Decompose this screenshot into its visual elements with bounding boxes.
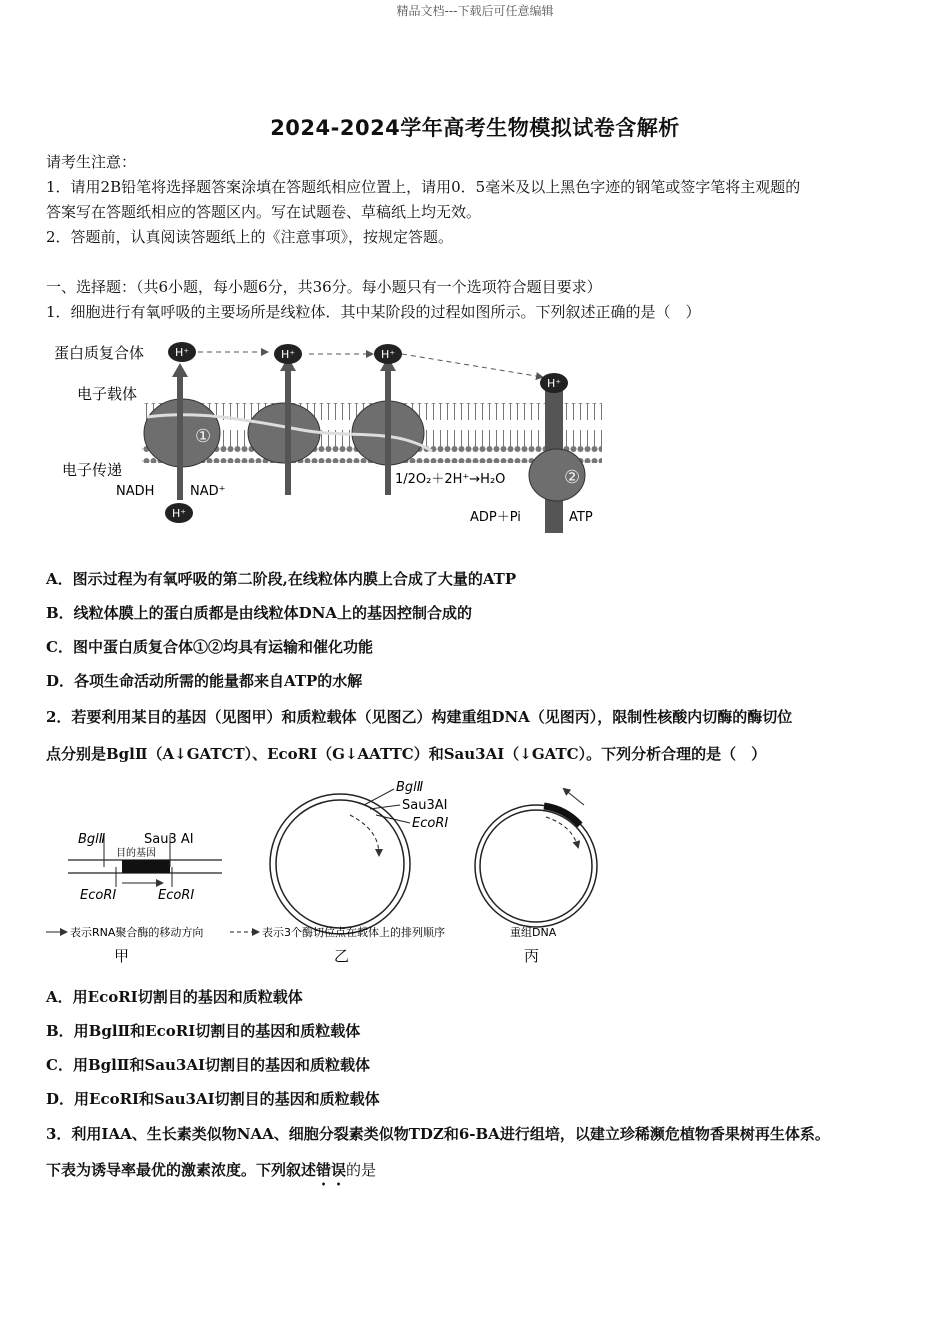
q2-option-a: A．用EcoRⅠ切割目的基因和质粒载体 [46, 988, 303, 1006]
q3-emphasis: 错误 [316, 1161, 347, 1179]
water-reaction: 1/2O₂＋2H⁺→H₂O [395, 472, 506, 487]
fig-bing: 丙 [524, 947, 540, 965]
recombinant-label: 重组DNA [510, 926, 557, 939]
carrier-label: 电子载体 [77, 385, 138, 403]
q3-stem-2a: 下表为诱导率最优的激素浓度。下列叙述 [46, 1161, 317, 1179]
q2-option-c: C．用BglⅡ和Sau3AⅠ切割目的基因和质粒载体 [46, 1056, 370, 1074]
eco-label-right: EcoRⅠ [158, 888, 195, 903]
h-label: H⁺ [174, 346, 190, 359]
q1-option-d: D．各项生命活动所需的能量都来自ATP的水解 [46, 672, 363, 690]
complex-1-label: ① [195, 426, 212, 447]
sau-label: Sau3 AⅠ [144, 832, 194, 847]
q1-option-a: A．图示过程为有氧呼吸的第二阶段,在线粒体内膜上合成了大量的ATP [46, 570, 517, 588]
h-label: H⁺ [280, 348, 296, 361]
q1-option-b: B．线粒体膜上的蛋白质都是由线粒体DNA上的基因控制合成的 [46, 604, 473, 622]
q3-stem-1: 3．利用IAA、生长素类似物NAA、细胞分裂素类似物TDZ和6-BA进行组培，以建立珍稀濒危植物香果树再生体系。 [46, 1125, 830, 1143]
q2-stem-2: 点分别是BglⅡ（A↓GATCT）、EcoRⅠ（G↓AATTC）和Sau3AⅠ（↓GATC）。下列分析合理的是（ ） [46, 745, 767, 763]
notice-heading: 请考生注意： [46, 153, 137, 171]
q2-figure [44, 775, 624, 970]
sau-label-plasmid: Sau3AⅠ [402, 798, 448, 813]
h-label: H⁺ [546, 377, 562, 390]
q3-stem-2 [46, 1160, 376, 1189]
notice-item-1b: 答案写在答题纸相应的答题区内。写在试题卷、草稿纸上均无效。 [46, 203, 482, 221]
adp-label: ADP＋Pi [470, 510, 521, 525]
legend-order: 表示3个酶切位点在载体上的排列顺序 [262, 926, 445, 939]
notice-item-2: 2．答题前，认真阅读答题纸上的《注意事项》，按规定答题。 [46, 228, 454, 246]
nad-label: NAD⁺ [190, 484, 226, 499]
transfer-label: 电子传递 [62, 461, 123, 479]
notice-item-1a: 1．请用2B铅笔将选择题答案涂填在答题纸相应位置上，请用0．5毫米及以上黑色字迹的钢笔或签字笔将主观题的 [46, 178, 801, 196]
eco-label-left: EcoRⅠ [80, 888, 117, 903]
q2-stem-1: 2．若要利用某目的基因（见图甲）和质粒载体（见图乙）构建重组DNA（见图丙），限制性核酸内切酶的酶切位 [46, 708, 793, 726]
q1-option-c: C．图中蛋白质复合体①②均具有运输和催化功能 [46, 638, 373, 656]
q1-stem: 1．细胞进行有氧呼吸的主要场所是线粒体．其中某阶段的过程如图所示。下列叙述正确的是（ ） [46, 303, 701, 321]
fig-jia: 甲 [114, 947, 130, 965]
nadh-label: NADH [116, 484, 155, 499]
page-header: 精品文档---下载后可任意编辑 [396, 4, 554, 18]
h-label: H⁺ [171, 507, 187, 520]
section-heading: 一、选择题：（共6小题，每小题6分，共36分。每小题只有一个选项符合题目要求） [46, 278, 602, 296]
q1-figure [52, 335, 612, 535]
q3-stem-2c: 的是 [346, 1161, 377, 1179]
q2-option-b: B．用BglⅡ和EcoRⅠ切割目的基因和质粒载体 [46, 1022, 361, 1040]
complex-2-label: ② [564, 467, 581, 488]
bgl-label: BglⅡ [78, 832, 106, 847]
bgl-label-plasmid: BglⅡ [396, 780, 424, 795]
complex-label: 蛋白质复合体 [54, 344, 145, 362]
page-title: 2024-2024学年高考生物模拟试卷含解析 [270, 116, 680, 140]
legend-rna: 表示RNA聚合酶的移动方向 [70, 926, 204, 939]
gene-label: 目的基因 [116, 848, 156, 859]
fig-yi: 乙 [334, 947, 350, 965]
eco-label-plasmid: EcoRⅠ [412, 816, 449, 831]
atp-label: ATP [569, 510, 593, 525]
q2-option-d: D．用EcoRⅠ和Sau3AⅠ切割目的基因和质粒载体 [46, 1090, 380, 1108]
h-label: H⁺ [380, 348, 396, 361]
